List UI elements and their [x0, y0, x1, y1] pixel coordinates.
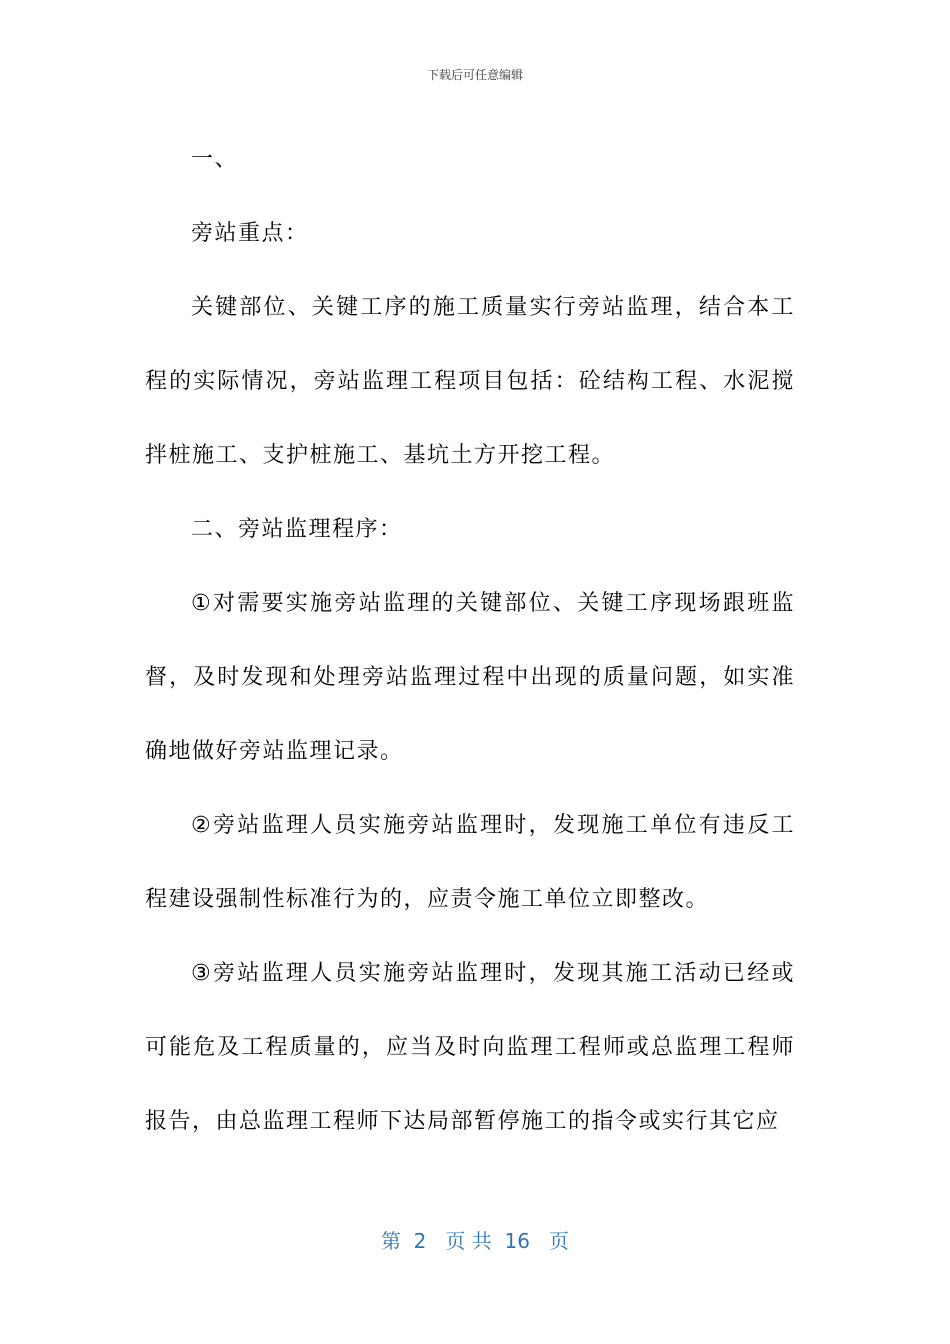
paragraph-focus-body: 关键部位、关键工序的施工质量实行旁站监理，结合本工程的实际情况，旁站监理工程项目包括：砼结构工程、水泥搅拌桩施工、支护桩施工、基坑土方开挖工程。	[145, 295, 795, 468]
paragraph-step-two: ②旁站监理人员实施旁站监理时，发现施工单位有违反工程建设强制性标准行为的，应责令施工单位立即整改。	[145, 813, 795, 912]
paragraph-focus-heading: 旁站重点：	[191, 221, 309, 246]
paragraph-section-two-heading: 二、旁站监理程序：	[191, 517, 403, 542]
paragraph-section-one-heading: 一、	[191, 147, 239, 172]
document-body	[145, 123, 795, 1159]
paragraph-step-one: ①对需要实施旁站监理的关键部位、关键工序现场跟班监督，及时发现和处理旁站监理过程中出现的质量问题，如实准确地做好旁站监理记录。	[145, 591, 795, 764]
page-number-footer: 第 2 页 共 16 页	[380, 1229, 570, 1253]
header-note: 下载后可任意编辑	[426, 68, 523, 82]
paragraph-step-three: ③旁站监理人员实施旁站监理时，发现其施工活动已经或可能危及工程质量的，应当及时向监理工程师或总监理工程师报告，由总监理工程师下达局部暂停施工的指令或实行其它应	[145, 961, 795, 1134]
